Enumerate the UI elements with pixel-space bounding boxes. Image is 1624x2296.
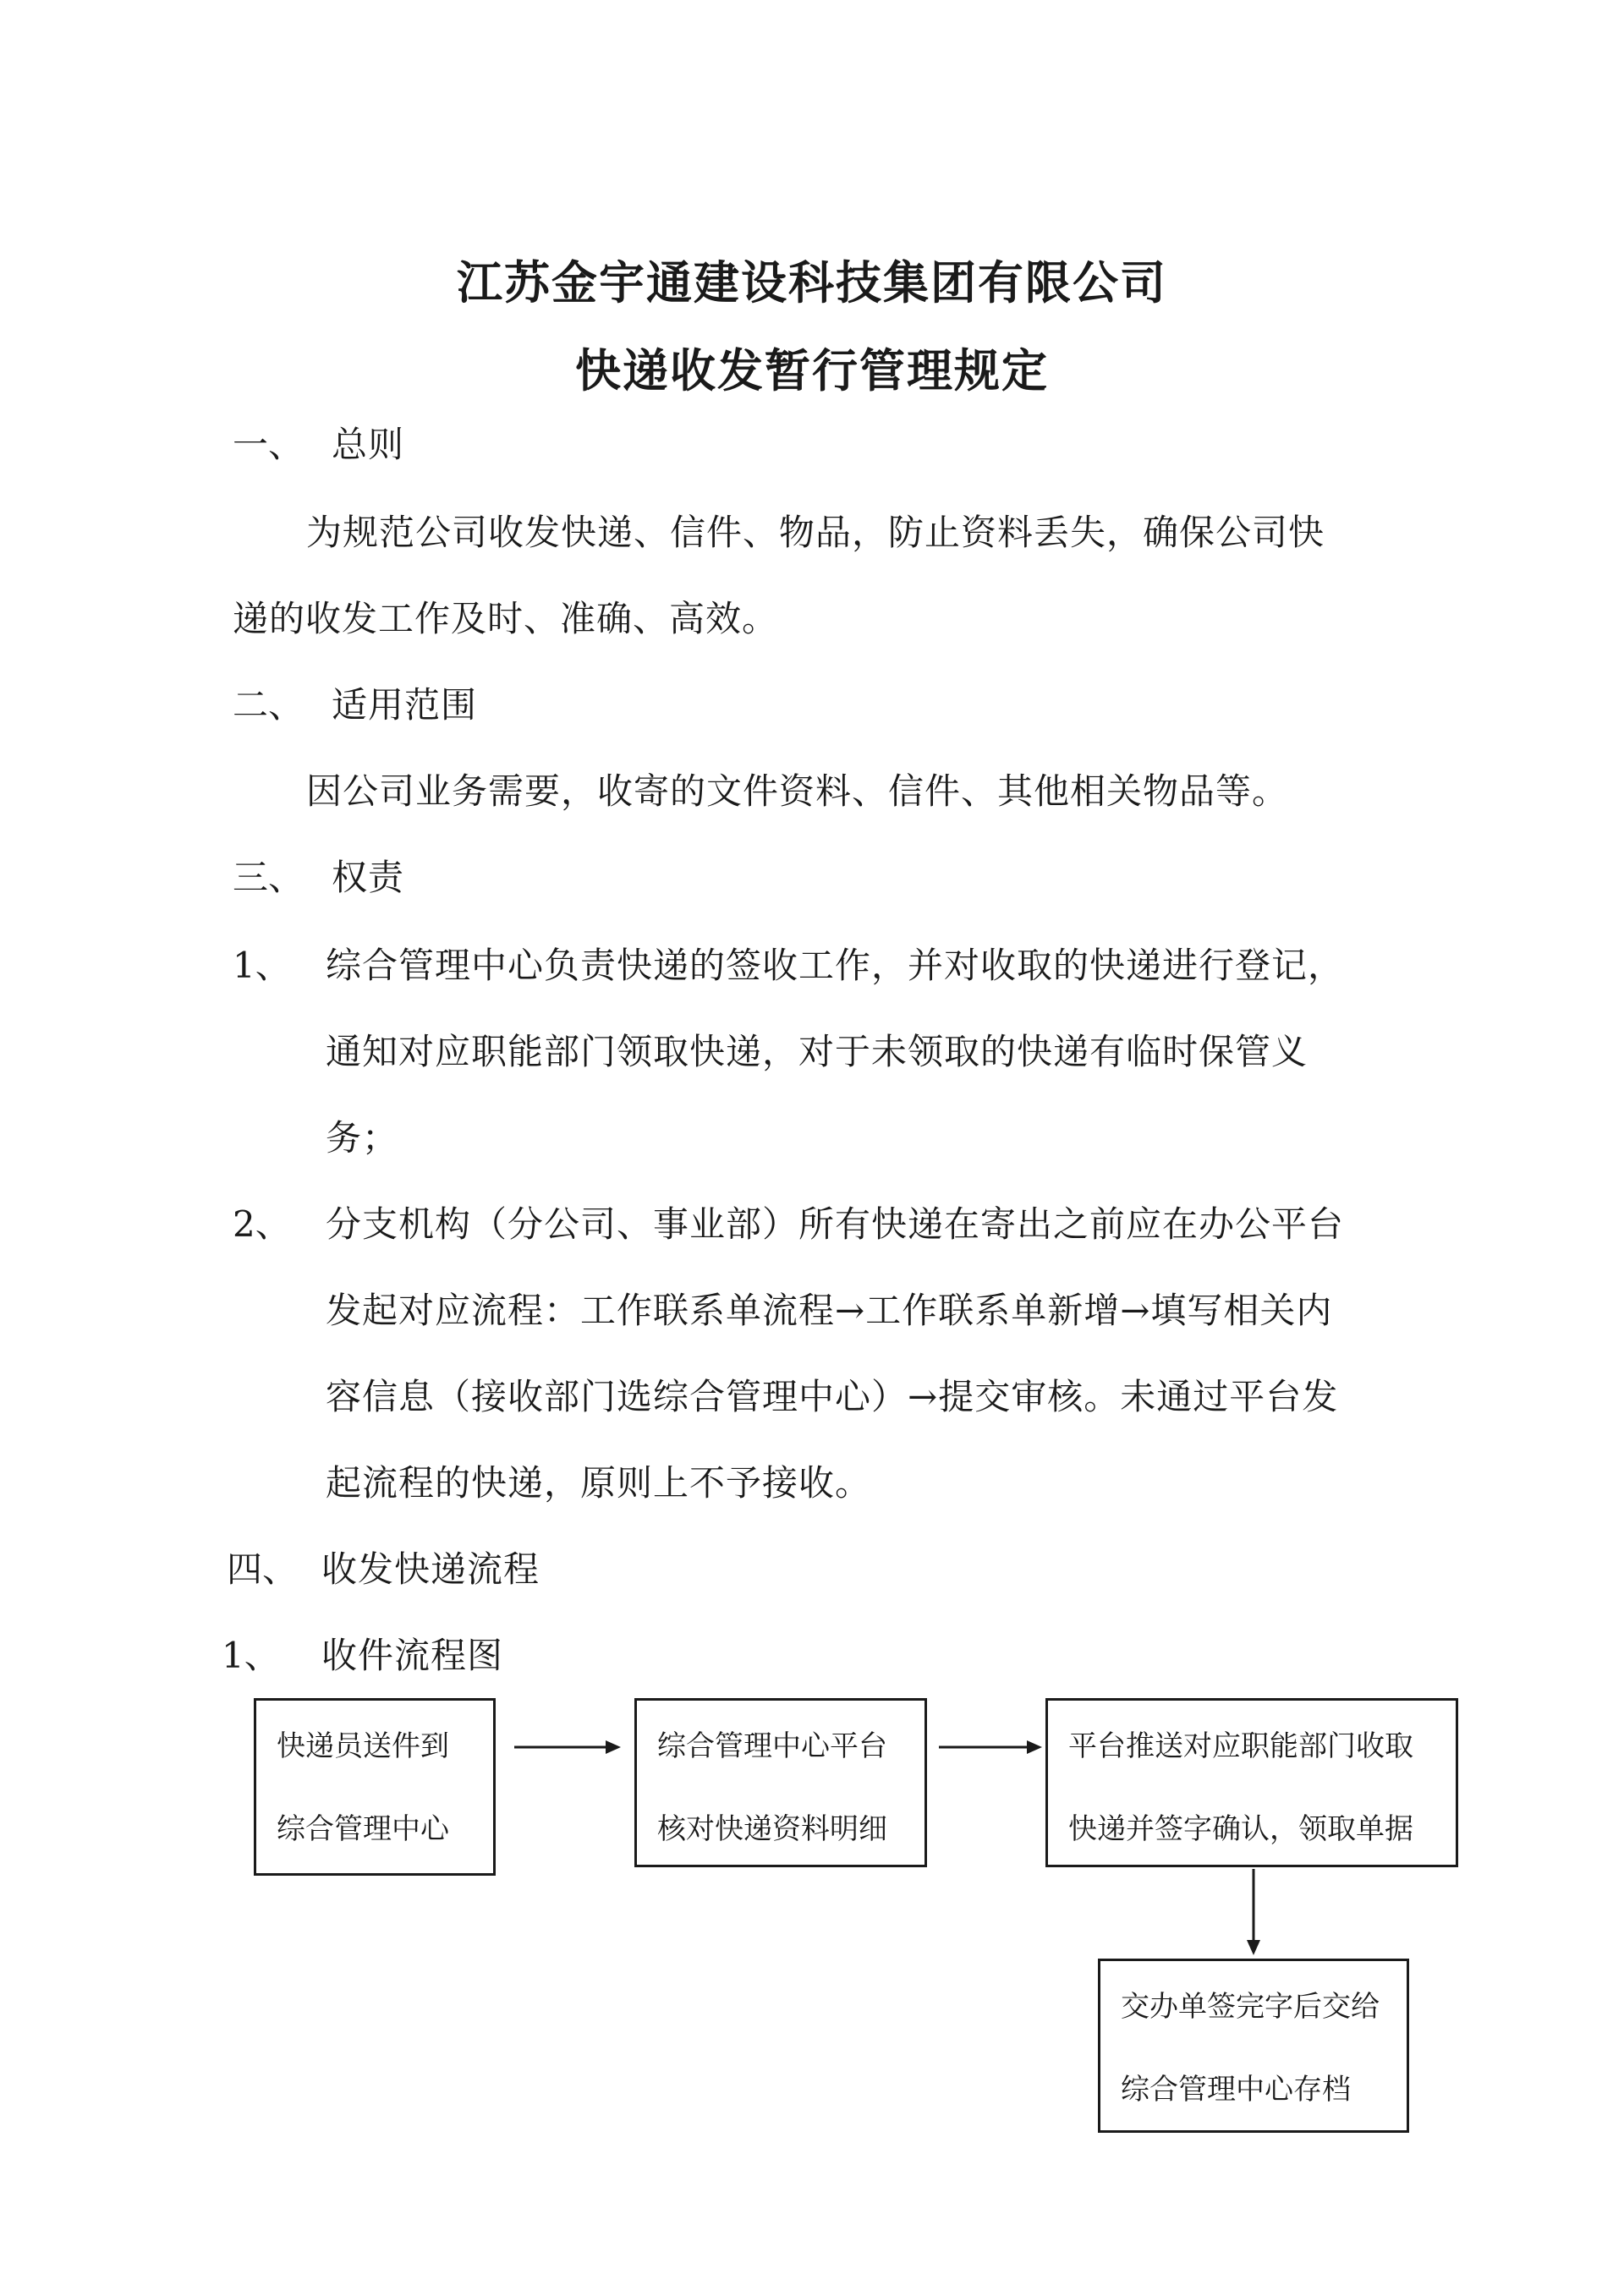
flowchart-arrow-right — [939, 1740, 1042, 1754]
flowchart-box-text: 平台推送对应职能部门收取 — [1068, 1729, 1413, 1763]
item-3-1-number: 1、 — [233, 945, 291, 986]
section-3-number: 三、 — [233, 857, 304, 898]
section-1-paragraph-line: 递的收发工作及时、准确、高效。 — [233, 598, 779, 639]
section-4-heading: 收发快递流程 — [321, 1548, 540, 1590]
item-3-1-line: 综合管理中心负责快递的签收工作，并对收取的快递进行登记， — [326, 945, 1345, 986]
section-4-number: 四、 — [227, 1548, 299, 1590]
item-3-2-line: 分支机构（分公司、事业部）所有快递在寄出之前应在办公平台 — [326, 1203, 1345, 1245]
flowchart-box-department-collect — [1045, 1698, 1458, 1867]
section-1-number: 一、 — [233, 424, 304, 465]
section-2-heading: 适用范围 — [332, 684, 478, 726]
document-title-regulation: 快递收发暂行管理规定 — [575, 343, 1049, 397]
section-1-heading: 总则 — [332, 424, 405, 465]
flowchart-box-text: 综合管理中心平台 — [657, 1729, 887, 1763]
flowchart-box-text: 综合管理中心存档 — [1121, 2073, 1351, 2107]
flowchart-box-archive — [1098, 1959, 1409, 2133]
section-2-number: 二、 — [233, 684, 304, 726]
flowchart-box-text: 快递员送件到 — [277, 1729, 449, 1763]
section-3-heading: 权责 — [332, 857, 405, 898]
section-1-paragraph-line: 为规范公司收发快递、信件、物品，防止资料丢失，确保公司快 — [306, 512, 1325, 553]
item-3-2-line: 起流程的快递，原则上不予接收。 — [326, 1462, 872, 1504]
flowchart-box-platform-verify — [634, 1698, 927, 1867]
item-3-1-line: 务； — [326, 1117, 399, 1159]
flowchart-box-text: 交办单签完字后交给 — [1121, 1990, 1380, 2024]
item-3-2-line: 发起对应流程：工作联系单流程→工作联系单新增→填写相关内 — [326, 1290, 1333, 1331]
flowchart-arrow-down — [1247, 1869, 1260, 1955]
item-3-2-line: 容信息（接收部门选综合管理中心）→提交审核。未通过平台发 — [326, 1376, 1339, 1417]
item-4-1-number: 1、 — [222, 1635, 280, 1676]
item-3-2-number: 2、 — [233, 1203, 291, 1245]
flowchart-box-text: 快递并签字确认，领取单据 — [1068, 1812, 1413, 1846]
flowchart-arrow-right — [514, 1740, 621, 1754]
flowchart-box-courier-delivery — [254, 1698, 496, 1876]
section-2-paragraph-line: 因公司业务需要，收寄的文件资料、信件、其他相关物品等。 — [306, 770, 1289, 812]
flowchart-box-text: 核对快递资料明细 — [657, 1812, 887, 1846]
item-4-1-heading: 收件流程图 — [321, 1635, 504, 1676]
item-3-1-line: 通知对应职能部门领取快递，对于未领取的快递有临时保管义 — [326, 1031, 1309, 1072]
flowchart-box-text: 综合管理中心 — [277, 1812, 449, 1846]
document-title-company: 江苏金宇通建设科技集团有限公司 — [457, 255, 1167, 310]
